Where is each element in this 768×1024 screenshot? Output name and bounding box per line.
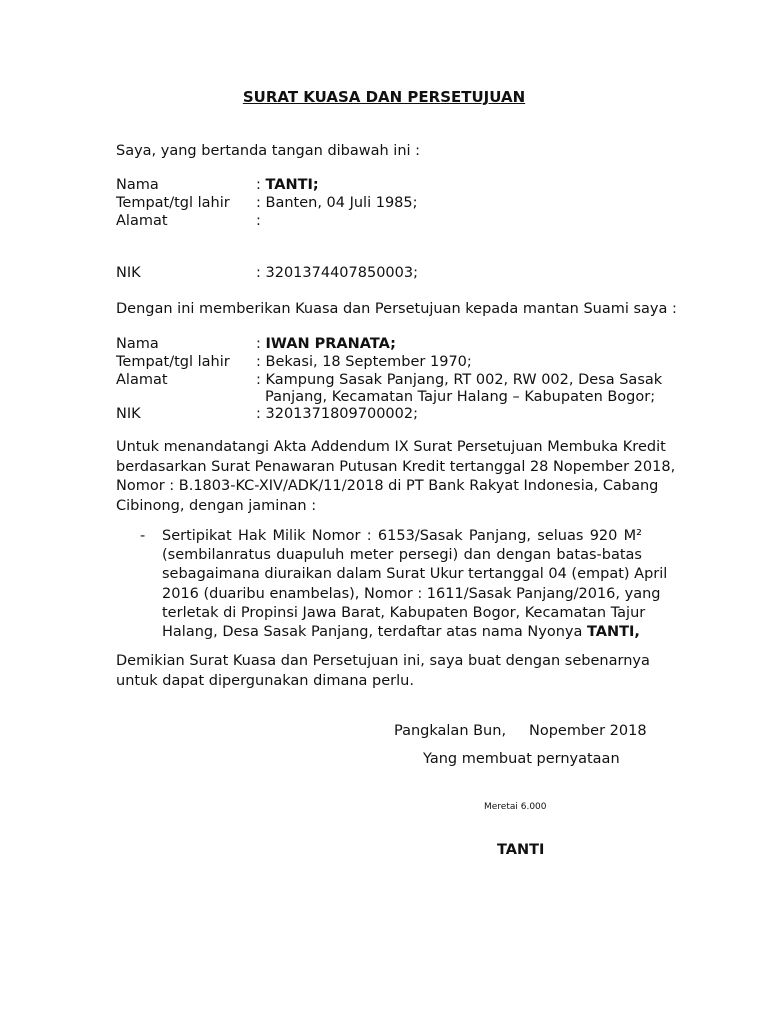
purpose-line: Untuk menandatangi Akta Addendum IX Surat Persetujuan Membuka Kredit xyxy=(116,439,666,455)
purpose-line: berdasarkan Surat Penawaran Putusan Kredit tertanggal 28 Nopember 2018, xyxy=(116,458,676,475)
person1-name: TANTI; xyxy=(265,177,319,193)
collateral-line: (sembilanratus duapuluh meter persegi) dan dengan batas-batas xyxy=(162,547,642,564)
person2-birth-value: : Bekasi, 18 September 1970; xyxy=(256,354,472,370)
collateral-item xyxy=(162,527,668,642)
purpose-line: Cibinong, dengan jaminan : xyxy=(116,497,317,514)
collateral-line: sebagaimana diuraikan dalam Surat Ukur tertanggal 04 (empat) April xyxy=(162,566,668,583)
intro-text: Saya, yang bertanda tangan dibawah ini : xyxy=(116,143,421,159)
person1-name-label: Nama xyxy=(116,177,159,193)
collateral-line: Sertipikat Hak Milik Nomor : 6153/Sasak Panjang, seluas 920 M² xyxy=(162,528,642,544)
person1-birth-label: Tempat/tgl lahir xyxy=(116,195,230,211)
document-title: SURAT KUASA DAN PERSETUJUAN xyxy=(242,88,526,106)
person2-name-value xyxy=(256,335,396,353)
person1-address-value: : xyxy=(256,213,261,229)
collateral-last-text: Halang, Desa Sasak Panjang, terdaftar atas nama Nyonya xyxy=(162,624,583,641)
person1-name-value xyxy=(256,176,319,194)
person2-nik-value: : 3201371809700002; xyxy=(256,406,418,422)
purpose-line: Nomor : B.1803-KC-XIV/ADK/11/2018 di PT Bank Rakyat Indonesia, Cabang xyxy=(116,478,659,494)
person1-address-label: Alamat xyxy=(116,213,168,229)
person2-address-line2: Panjang, Kecamatan Tajur Halang – Kabupaten Bogor; xyxy=(265,389,656,405)
collateral-owner-name: TANTI, xyxy=(586,624,640,641)
mandate-text: Dengan ini memberikan Kuasa dan Persetujuan kepada mantan Suami saya : xyxy=(116,301,677,317)
person1-nik-label: NIK xyxy=(116,265,141,281)
signature-date: Nopember 2018 xyxy=(529,723,647,739)
person2-name: IWAN PRANATA; xyxy=(265,336,396,352)
closing-line: untuk dapat dipergunakan dimana perlu. xyxy=(116,672,414,689)
signer-name: TANTI xyxy=(497,842,545,858)
stamp-duty-note: Meretai 6.000 xyxy=(484,802,547,812)
collateral-last-line xyxy=(162,623,642,642)
person2-name-separator: : xyxy=(256,336,261,352)
person1-name-separator: : xyxy=(256,177,261,193)
collateral-line: terletak di Propinsi Jawa Barat, Kabupaten Bogor, Kecamatan Tajur xyxy=(162,604,646,621)
person2-name-label: Nama xyxy=(116,336,159,352)
person2-address-line1: : Kampung Sasak Panjang, RT 002, RW 002, Desa Sasak xyxy=(256,372,663,388)
list-bullet: - xyxy=(140,528,146,544)
collateral-line: 2016 (duaribu enambelas), Nomor : 1611/Sasak Panjang/2016, yang xyxy=(162,585,661,602)
person2-address-label: Alamat xyxy=(116,372,168,388)
person1-nik-value: : 3201374407850003; xyxy=(256,265,418,281)
signature-role: Yang membuat pernyataan xyxy=(423,751,620,767)
closing-line: Demikian Surat Kuasa dan Persetujuan ini, saya buat dengan sebenarnya xyxy=(116,653,650,669)
signature-place: Pangkalan Bun, xyxy=(394,723,507,739)
person2-birth-label: Tempat/tgl lahir xyxy=(116,354,230,370)
purpose-paragraph xyxy=(116,438,676,516)
person1-birth-value: : Banten, 04 Juli 1985; xyxy=(256,195,418,211)
person2-nik-label: NIK xyxy=(116,406,141,422)
closing-paragraph xyxy=(116,652,650,691)
